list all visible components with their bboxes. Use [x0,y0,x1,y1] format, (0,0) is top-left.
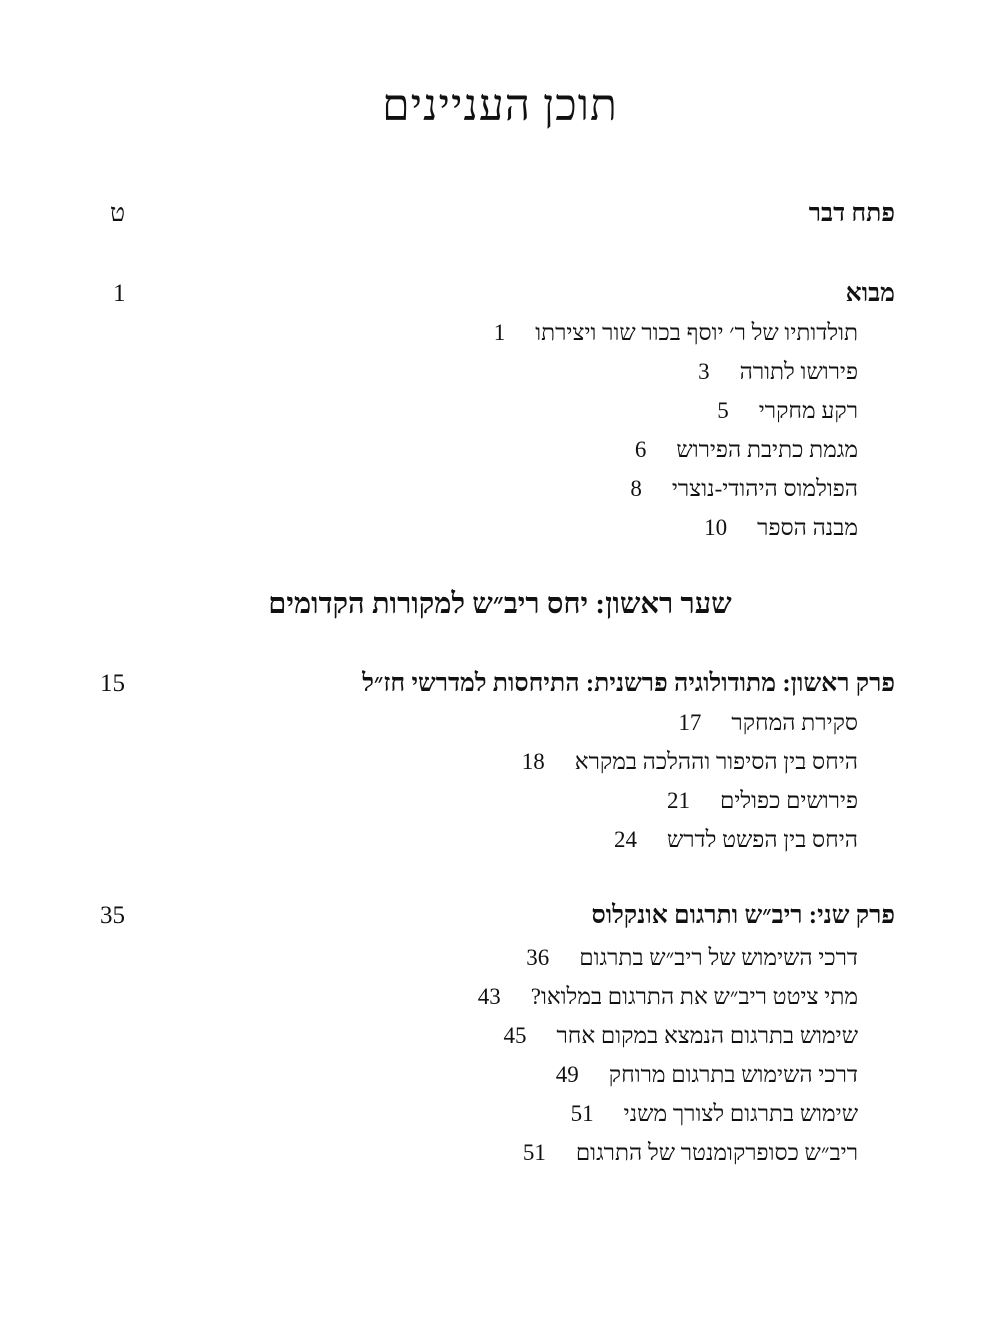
toc-subentry-page: 5 [717,398,729,423]
toc-subentry-page: 10 [704,515,728,540]
toc-subentry [0,359,1000,393]
toc-subentry-label: מגמת כתיבת הפירוש [676,437,858,462]
section-heading: שער ראשון: יחס ריב״ש למקורות הקדומים [268,588,732,620]
toc-subentry-page: 1 [493,320,506,345]
toc-subentry-page: 51 [570,1101,594,1126]
toc-subentry [0,945,1000,979]
toc-entry-page: 1 [113,280,126,307]
toc-subentry-page: 3 [698,359,710,384]
toc-subentry-label: היחס בין הסיפור וההלכה במקרא [574,749,858,774]
toc-subentry-label: מבנה הספר [757,515,858,540]
toc-entry-page: ט [110,200,126,227]
toc-subentry [0,1140,1000,1174]
toc-entry-page: 35 [100,902,125,929]
toc-subentry-page: 51 [522,1140,546,1165]
toc-subentry-page: 45 [503,1023,527,1048]
toc-subentry-label: פירושים כפולים [720,788,858,813]
toc-subentry-label: תולדותיו של ר׳ יוסף בכור שור ויצירתו [535,320,858,345]
toc-subentry [0,827,1000,861]
toc-entry-petach-davar [0,200,1000,234]
toc-entry-perek-rishon [0,670,1000,704]
toc-entry-mavo [0,280,1000,314]
toc-subentry-page: 6 [634,437,647,462]
toc-entry-page: 15 [100,670,125,697]
toc-subentry [0,398,1000,432]
toc-subentry [0,788,1000,822]
toc-subentry [0,320,1000,354]
toc-subentry [0,984,1000,1018]
toc-subentry-page: 17 [678,710,702,735]
toc-subentry-page: 43 [477,984,501,1009]
toc-entry-label: מבוא [845,280,895,307]
toc-entry-label: פתח דבר [808,200,895,227]
toc-entry-label: פרק ראשון: מתודולוגיה פרשנית: התיחסות למדרשי חז״ל [362,670,895,697]
toc-subentry-page: 8 [630,476,642,501]
toc-subentry-page: 49 [555,1062,579,1087]
toc-subentry-label: הפולמוס היהודי-נוצרי [671,476,858,501]
toc-subentry-page: 24 [613,827,637,852]
toc-subentry-label: רקע מחקרי [758,398,858,423]
toc-subentry-label: סקירת המחקר [731,710,858,735]
toc-subentry-label: דרכי השימוש של ריב״ש בתרגום [579,945,858,970]
toc-subentry [0,515,1000,549]
toc-subentry-page: 18 [521,749,545,774]
toc-subentry [0,437,1000,471]
toc-subentry-page: 21 [667,788,690,813]
toc-subentry [0,1062,1000,1096]
toc-subentry-label: פירושו לתורה [739,359,858,384]
toc-entry-label: פרק שני: ריב״ש ותרגום אונקלוס [591,902,895,929]
toc-subentry-page: 36 [526,945,550,970]
toc-subentry-label: שימוש בתרגום הנמצא במקום אחר [556,1023,858,1048]
toc-subentry [0,1023,1000,1057]
page-title: תוכן העניינים [382,81,618,130]
toc-subentry-label: דרכי השימוש בתרגום מרוחק [608,1062,858,1087]
toc-entry-perek-sheni [0,902,1000,936]
toc-subentry-label: היחס בין הפשט לדרש [666,827,858,852]
toc-subentry [0,476,1000,510]
toc-subentry-label: שימוש בתרגום לצורך משני [623,1101,858,1126]
toc-subentry [0,710,1000,744]
toc-subentry [0,1101,1000,1135]
toc-subentry-label: ריב״ש כסופרקומנטר של התרגום [575,1140,858,1165]
toc-subentry [0,749,1000,783]
toc-subentry-label: מתי ציטט ריב״ש את התרגום במלואו? [530,984,858,1009]
